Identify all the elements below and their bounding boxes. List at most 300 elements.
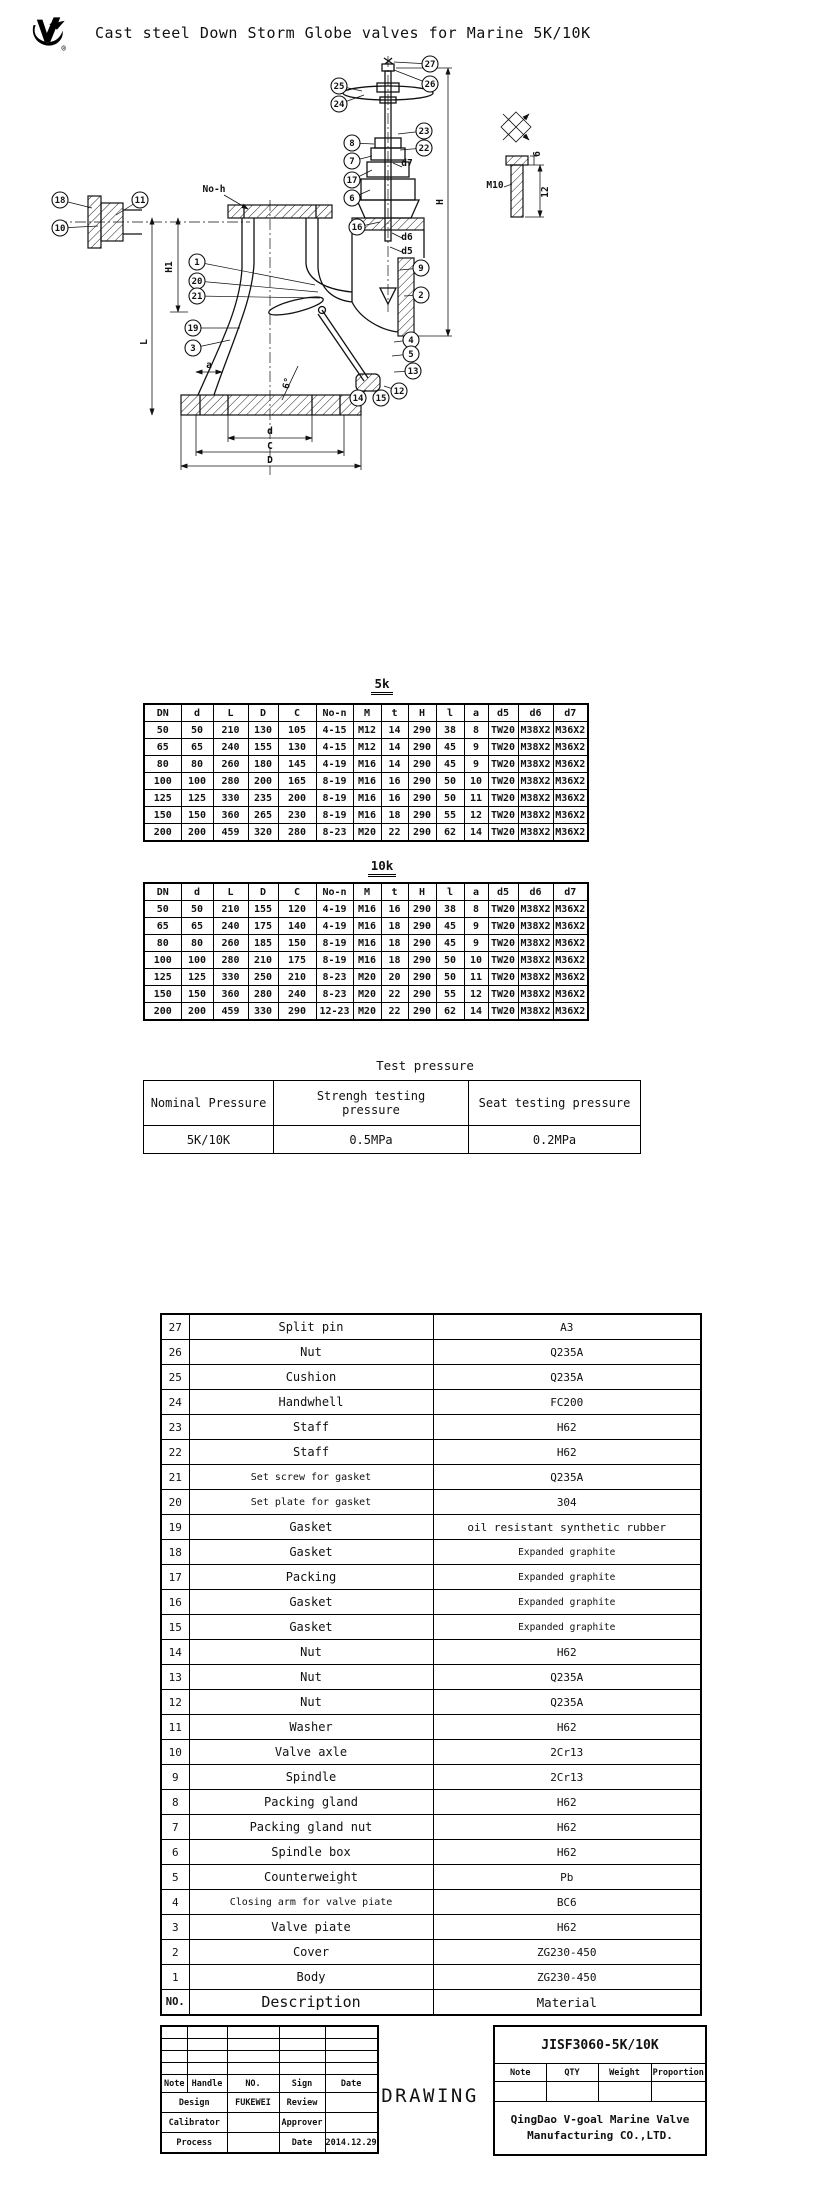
dim-cell: 200 <box>181 824 213 842</box>
rev-header-date: Date <box>325 2075 378 2093</box>
dim-col-header: t <box>381 883 408 901</box>
parts-row <box>161 1365 701 1390</box>
dim-cell: M36X2 <box>553 824 588 842</box>
dim-cell: 290 <box>408 790 436 807</box>
dim-cell: 260 <box>213 756 248 773</box>
dim-cell: 18 <box>381 918 408 935</box>
dim-cell: 330 <box>213 969 248 986</box>
parts-row <box>161 1390 701 1415</box>
revision-block <box>160 2025 379 2154</box>
dim-cell: 290 <box>408 935 436 952</box>
dim-cell: TW20 <box>488 969 518 986</box>
dim-cell: 260 <box>213 935 248 952</box>
part-material: Q235A <box>433 1665 701 1690</box>
dim-cell: 459 <box>213 1003 248 1021</box>
dim-cell: 290 <box>408 722 436 739</box>
part-description: Nut <box>189 1340 433 1365</box>
parts-row <box>161 1965 701 1990</box>
dim-cell: M38X2 <box>518 918 553 935</box>
balloon-13 <box>394 363 421 379</box>
drawing-number: JISF3060-5K/10K <box>494 2026 706 2064</box>
parts-footer-row <box>161 1990 701 2016</box>
dim-cell: 175 <box>278 952 316 969</box>
dim-cell: 165 <box>278 773 316 790</box>
dim-cell: 50 <box>144 722 181 739</box>
part-material: H62 <box>433 1840 701 1865</box>
dim-cell: M38X2 <box>518 722 553 739</box>
rev-header-no: NO. <box>227 2075 279 2093</box>
part-number: 23 <box>161 1415 189 1440</box>
dim-cell: 155 <box>248 901 278 918</box>
dim-cell: TW20 <box>488 935 518 952</box>
svg-text:6: 6 <box>349 194 355 204</box>
part-description: Packing <box>189 1565 433 1590</box>
dim-cell: M38X2 <box>518 807 553 824</box>
dim-cell: M36X2 <box>553 986 588 1003</box>
balloon-5 <box>392 346 419 362</box>
svg-text:12: 12 <box>393 387 405 397</box>
dim-cell: 14 <box>381 722 408 739</box>
parts-footer-cell: Material <box>433 1990 701 2016</box>
dim-cell: TW20 <box>488 901 518 918</box>
dim-cell: M20 <box>353 824 381 842</box>
part-description: Spindle <box>189 1765 433 1790</box>
dim-col-header: D <box>248 704 278 722</box>
dim-cell: M16 <box>353 901 381 918</box>
dim-cell: M36X2 <box>553 790 588 807</box>
dim-table-row <box>144 773 588 790</box>
svg-text:15: 15 <box>375 394 387 404</box>
parts-row <box>161 1415 701 1440</box>
page-title: Cast steel Down Storm Globe valves for Marine 5K/10K <box>95 24 591 42</box>
dim-cell: 150 <box>181 807 213 824</box>
dim-cell: 8-19 <box>316 807 353 824</box>
dim-cell: TW20 <box>488 952 518 969</box>
dim-cell: 150 <box>278 935 316 952</box>
dim-cell: 8-19 <box>316 935 353 952</box>
info-header-proportion: Proportion <box>651 2064 706 2082</box>
part-number: 12 <box>161 1690 189 1715</box>
part-description: Gasket <box>189 1540 433 1565</box>
tp-col1-header: Nominal Pressure <box>144 1081 274 1126</box>
balloon-19 <box>185 320 240 336</box>
svg-text:1: 1 <box>194 258 200 268</box>
part-number: 2 <box>161 1940 189 1965</box>
dim-cell: 240 <box>278 986 316 1003</box>
dim-table-header-row <box>144 704 588 722</box>
dim-cell: M36X2 <box>553 1003 588 1021</box>
dim-cell: 150 <box>181 986 213 1003</box>
dim-cell: 235 <box>248 790 278 807</box>
dim-cell: 100 <box>144 952 181 969</box>
dim-cell: 80 <box>181 935 213 952</box>
dim-label-M10: M10 <box>486 180 504 191</box>
part-description: Set plate for gasket <box>189 1490 433 1515</box>
part-material: oil resistant synthetic rubber <box>433 1515 701 1540</box>
dim-cell: 62 <box>436 824 464 842</box>
part-number: 10 <box>161 1740 189 1765</box>
part-material: H62 <box>433 1640 701 1665</box>
dim-cell: 290 <box>408 773 436 790</box>
part-material: BC6 <box>433 1890 701 1915</box>
approver-label: Approver <box>279 2113 325 2133</box>
dim-col-header: C <box>278 883 316 901</box>
dim-label-6°: 6° <box>280 376 295 391</box>
design-label: Design <box>161 2093 227 2113</box>
dimension-table-10k <box>143 882 589 1021</box>
balloon-15 <box>373 390 389 406</box>
parts-row <box>161 1890 701 1915</box>
part-number: 24 <box>161 1390 189 1415</box>
svg-text:14: 14 <box>352 394 364 404</box>
balloon-27 <box>394 56 438 72</box>
dim-cell: M38X2 <box>518 790 553 807</box>
dim-cell: 18 <box>381 807 408 824</box>
dim-cell: 50 <box>436 969 464 986</box>
part-description: Split pin <box>189 1314 433 1340</box>
part-number: 26 <box>161 1340 189 1365</box>
svg-text:3: 3 <box>190 344 196 354</box>
parts-row <box>161 1690 701 1715</box>
surface-finish-detail <box>501 112 544 217</box>
dim-cell: 50 <box>144 901 181 918</box>
dim-cell: 50 <box>181 901 213 918</box>
dim-col-header: No-n <box>316 704 353 722</box>
dim-cell: 45 <box>436 756 464 773</box>
info-header-weight: Weight <box>598 2064 651 2082</box>
dim-label-H: H <box>435 199 446 205</box>
dim-cell: 250 <box>248 969 278 986</box>
part-description: Closing arm for valve piate <box>189 1890 433 1915</box>
part-material: H62 <box>433 1440 701 1465</box>
parts-row <box>161 1840 701 1865</box>
dim-cell: 200 <box>144 1003 181 1021</box>
part-description: Cover <box>189 1940 433 1965</box>
part-number: 18 <box>161 1540 189 1565</box>
part-number: 7 <box>161 1815 189 1840</box>
dim-cell: 18 <box>381 935 408 952</box>
dim-cell: 8-19 <box>316 952 353 969</box>
dim-col-header: L <box>213 883 248 901</box>
dim-cell: 38 <box>436 722 464 739</box>
balloon-26 <box>394 70 438 92</box>
dim-cell: M16 <box>353 807 381 824</box>
dim-table-row <box>144 918 588 935</box>
part-number: 5 <box>161 1865 189 1890</box>
title-info-block <box>493 2025 707 2156</box>
dim-cell: 280 <box>248 986 278 1003</box>
dim-cell: M36X2 <box>553 807 588 824</box>
dim-cell: 22 <box>381 1003 408 1021</box>
parts-row <box>161 1915 701 1940</box>
dim-cell: 8-19 <box>316 773 353 790</box>
dim-label-L: L <box>139 339 150 345</box>
dim-cell: 210 <box>278 969 316 986</box>
part-material: Expanded graphite <box>433 1590 701 1615</box>
tp-seat-pressure: 0.2MPa <box>469 1126 641 1154</box>
part-number: 4 <box>161 1890 189 1915</box>
dim-cell: 330 <box>248 1003 278 1021</box>
table-10k-caption: 10k <box>350 858 414 877</box>
dim-cell: M16 <box>353 935 381 952</box>
dim-table-row <box>144 739 588 756</box>
dim-label-d7: d7 <box>401 158 413 169</box>
dim-table-row <box>144 952 588 969</box>
dim-cell: 200 <box>181 1003 213 1021</box>
dim-cell: 12 <box>464 807 488 824</box>
parts-row <box>161 1615 701 1640</box>
dim-cell: 80 <box>144 935 181 952</box>
dim-cell: TW20 <box>488 918 518 935</box>
part-description: Nut <box>189 1690 433 1715</box>
dim-col-header: t <box>381 704 408 722</box>
approver-value <box>325 2113 378 2133</box>
svg-text:17: 17 <box>346 176 358 186</box>
dim-cell: 280 <box>213 773 248 790</box>
dim-cell: 9 <box>464 739 488 756</box>
dim-label-d6: d6 <box>401 232 413 243</box>
svg-text:26: 26 <box>424 80 436 90</box>
part-material: Pb <box>433 1865 701 1890</box>
dim-cell: 150 <box>144 986 181 1003</box>
part-material: Q235A <box>433 1465 701 1490</box>
parts-row <box>161 1765 701 1790</box>
parts-row <box>161 1815 701 1840</box>
dim-cell: 8-23 <box>316 969 353 986</box>
dim-label-C: C <box>267 441 273 452</box>
registered-mark: ® <box>61 43 67 52</box>
dim-col-header: l <box>436 704 464 722</box>
dim-cell: 230 <box>278 807 316 824</box>
rev-header-sign: Sign <box>279 2075 325 2093</box>
dim-table-row <box>144 969 588 986</box>
dimension-table-5k <box>143 703 589 842</box>
svg-text:4: 4 <box>408 336 414 346</box>
dim-cell: 8 <box>464 722 488 739</box>
dim-col-header: DN <box>144 883 181 901</box>
part-description: Gasket <box>189 1515 433 1540</box>
dim-cell: 280 <box>213 952 248 969</box>
dim-cell: M38X2 <box>518 739 553 756</box>
dim-cell: 210 <box>248 952 278 969</box>
part-description: Washer <box>189 1715 433 1740</box>
info-header-qty: QTY <box>546 2064 598 2082</box>
balloon-14 <box>350 390 366 406</box>
dim-cell: TW20 <box>488 773 518 790</box>
dim-cell: M38X2 <box>518 756 553 773</box>
dim-cell: M36X2 <box>553 935 588 952</box>
dim-cell: 290 <box>408 986 436 1003</box>
part-description: Packing gland nut <box>189 1815 433 1840</box>
dim-cell: 4-19 <box>316 901 353 918</box>
dim-label-a: a <box>206 360 212 371</box>
dim-cell: 18 <box>381 952 408 969</box>
dim-cell: 105 <box>278 722 316 739</box>
svg-text:5: 5 <box>408 350 414 360</box>
dim-cell: 8-23 <box>316 824 353 842</box>
part-number: 21 <box>161 1465 189 1490</box>
info-header-note: Note <box>494 2064 546 2082</box>
part-number: 25 <box>161 1365 189 1390</box>
dim-cell: 200 <box>248 773 278 790</box>
disc-and-counterweight <box>267 293 380 391</box>
dim-cell: 265 <box>248 807 278 824</box>
dim-cell: 290 <box>408 1003 436 1021</box>
part-number: 22 <box>161 1440 189 1465</box>
svg-text:18: 18 <box>54 196 66 206</box>
dim-cell: M36X2 <box>553 756 588 773</box>
dim-cell: 12-23 <box>316 1003 353 1021</box>
parts-row <box>161 1665 701 1690</box>
dim-cell: M36X2 <box>553 969 588 986</box>
dim-cell: 155 <box>248 739 278 756</box>
dim-cell: TW20 <box>488 986 518 1003</box>
tp-nominal-pressure: 5K/10K <box>144 1126 274 1154</box>
dim-cell: 14 <box>381 756 408 773</box>
svg-text:9: 9 <box>418 264 424 274</box>
test-pressure-title: Test pressure <box>376 1058 474 1073</box>
dim-cell: 8 <box>464 901 488 918</box>
dim-cell: 240 <box>213 739 248 756</box>
dim-col-header: d <box>181 883 213 901</box>
company-name: QingDao V-goal Marine Valve Manufacturing CO.,LTD. <box>494 2102 706 2156</box>
svg-text:13: 13 <box>407 367 419 377</box>
dim-col-header: M <box>353 883 381 901</box>
svg-text:25: 25 <box>333 82 345 92</box>
dim-cell: 210 <box>213 722 248 739</box>
valve-assembly-drawing <box>0 50 830 672</box>
balloon-18 <box>52 192 92 208</box>
dim-cell: 120 <box>278 901 316 918</box>
part-material: A3 <box>433 1314 701 1340</box>
dim-cell: 9 <box>464 756 488 773</box>
dim-col-header: H <box>408 883 436 901</box>
parts-row <box>161 1940 701 1965</box>
dim-cell: 290 <box>408 952 436 969</box>
part-description: Spindle box <box>189 1840 433 1865</box>
part-number: 8 <box>161 1790 189 1815</box>
svg-text:7: 7 <box>349 157 355 167</box>
dim-cell: 180 <box>248 756 278 773</box>
dim-cell: 45 <box>436 935 464 952</box>
dim-cell: 55 <box>436 986 464 1003</box>
dim-label-H1: H1 <box>164 261 175 273</box>
dim-cell: 125 <box>181 790 213 807</box>
dim-cell: 125 <box>144 969 181 986</box>
dim-cell: TW20 <box>488 824 518 842</box>
parts-row <box>161 1590 701 1615</box>
dim-cell: 290 <box>408 918 436 935</box>
part-material: Q235A <box>433 1365 701 1390</box>
svg-text:23: 23 <box>418 127 430 137</box>
svg-text:24: 24 <box>333 100 345 110</box>
dim-cell: 200 <box>144 824 181 842</box>
design-name: FUKEWEI <box>227 2093 279 2113</box>
dim-cell: 280 <box>278 824 316 842</box>
part-material: 2Cr13 <box>433 1740 701 1765</box>
dim-cell: 50 <box>436 773 464 790</box>
part-material: 304 <box>433 1490 701 1515</box>
dim-table-row <box>144 901 588 918</box>
dim-cell: 290 <box>408 807 436 824</box>
dim-cell: M16 <box>353 773 381 790</box>
dim-label-6: 6 <box>532 151 543 157</box>
dim-cell: 65 <box>144 918 181 935</box>
dim-cell: 100 <box>181 952 213 969</box>
dim-cell: 290 <box>408 739 436 756</box>
dim-cell: M16 <box>353 790 381 807</box>
part-number: 27 <box>161 1314 189 1340</box>
dim-cell: 65 <box>181 918 213 935</box>
dim-cell: M38X2 <box>518 986 553 1003</box>
part-description: Staff <box>189 1440 433 1465</box>
dim-cell: M16 <box>353 918 381 935</box>
dim-label-d: d <box>267 426 273 437</box>
part-material: 2Cr13 <box>433 1765 701 1790</box>
svg-text:22: 22 <box>418 144 430 154</box>
dim-cell: 100 <box>144 773 181 790</box>
dim-cell: 10 <box>464 952 488 969</box>
dim-table-row <box>144 722 588 739</box>
test-pressure-table <box>143 1080 641 1154</box>
parts-row <box>161 1715 701 1740</box>
dim-cell: 8-23 <box>316 986 353 1003</box>
dim-cell: M36X2 <box>553 773 588 790</box>
part-material: H62 <box>433 1415 701 1440</box>
parts-row <box>161 1490 701 1515</box>
dim-cell: TW20 <box>488 722 518 739</box>
dim-cell: M36X2 <box>553 952 588 969</box>
part-material: Expanded graphite <box>433 1540 701 1565</box>
dim-cell: M20 <box>353 1003 381 1021</box>
dim-cell: TW20 <box>488 790 518 807</box>
dim-cell: TW20 <box>488 739 518 756</box>
parts-row <box>161 1314 701 1340</box>
part-number: 20 <box>161 1490 189 1515</box>
dim-cell: 45 <box>436 918 464 935</box>
dim-cell: M20 <box>353 986 381 1003</box>
parts-row <box>161 1640 701 1665</box>
dim-cell: 10 <box>464 773 488 790</box>
dim-cell: M38X2 <box>518 901 553 918</box>
dim-cell: 100 <box>181 773 213 790</box>
dim-cell: 459 <box>213 824 248 842</box>
part-description: Valve axle <box>189 1740 433 1765</box>
date-value: 2014.12.29 <box>325 2133 378 2154</box>
dim-cell: 22 <box>381 986 408 1003</box>
dim-cell: M16 <box>353 756 381 773</box>
part-material: ZG230-450 <box>433 1940 701 1965</box>
rev-header-note: Note <box>161 2075 187 2093</box>
part-material: Q235A <box>433 1690 701 1715</box>
dim-col-header: l <box>436 883 464 901</box>
dim-cell: M38X2 <box>518 935 553 952</box>
part-number: 17 <box>161 1565 189 1590</box>
part-number: 16 <box>161 1590 189 1615</box>
dim-col-header: d7 <box>553 883 588 901</box>
parts-row <box>161 1865 701 1890</box>
dim-table-row <box>144 807 588 824</box>
dim-cell: M36X2 <box>553 739 588 756</box>
dim-cell: 125 <box>144 790 181 807</box>
dim-cell: 125 <box>181 969 213 986</box>
drawing-label: DRAWING <box>381 2085 479 2107</box>
dim-col-header: d7 <box>553 704 588 722</box>
dim-cell: 290 <box>278 1003 316 1021</box>
dim-cell: M38X2 <box>518 824 553 842</box>
part-material: H62 <box>433 1715 701 1740</box>
dim-cell: 16 <box>381 773 408 790</box>
